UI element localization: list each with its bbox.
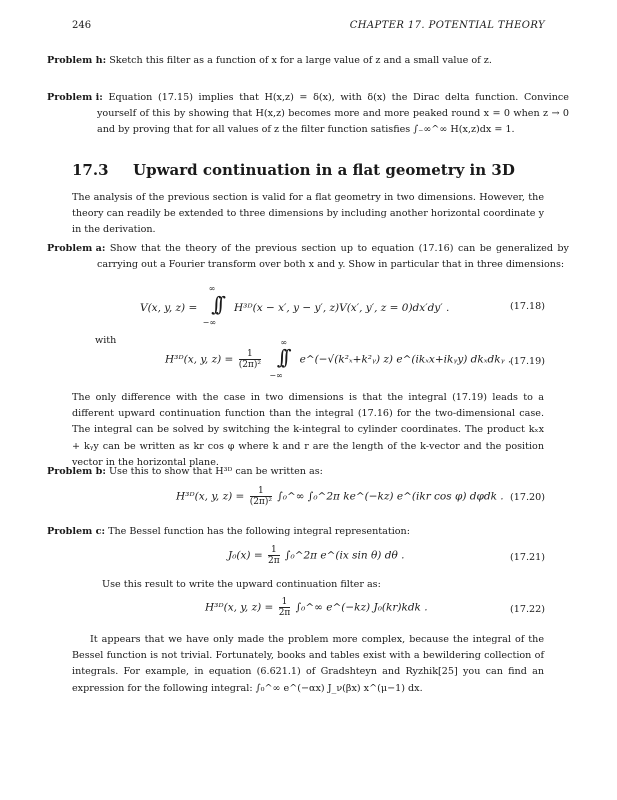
double-integral-sign: ∞ ∫∫ −∞	[269, 338, 287, 380]
problem-a-text: Show that the theory of the previous section up to equation (17.16) can be generalized by carrying out a Fourier transform over both x and y. Show in particular that in three dimensions:	[97, 243, 569, 271]
problem-a	[47, 241, 569, 273]
use-result-text: Use this result to write the upward continuation filter as:	[102, 579, 381, 590]
equation-17-20	[176, 486, 504, 507]
eq-17-18-rhs: H³ᴰ(x − x′, y − y′, z)V(x′, y′, z = 0)dx′dy′ .	[233, 302, 450, 314]
problem-c	[47, 524, 569, 540]
eq-17-21-rhs: ∫₀^2π e^(ix sin θ) dθ .	[285, 549, 405, 562]
eq-17-22-lhs: H³ᴰ(x, y, z) =	[205, 601, 274, 614]
problem-b	[47, 464, 569, 480]
eq-number-17-22: (17.22)	[510, 604, 545, 615]
double-integral-sign: ∞ ∫∫ −∞	[202, 284, 221, 327]
problem-h-text: Sketch this filter as a function of x for a large value of z and a small value of z.	[109, 55, 492, 66]
equation-17-21	[228, 545, 404, 566]
fraction: $\frac{1}{\text{(2π)²}}$	[238, 349, 261, 370]
running-header: CHAPTER 17. POTENTIAL THEORY	[349, 20, 545, 31]
problem-i	[47, 90, 569, 139]
eq-17-21-lhs: J₀(x) =	[228, 549, 263, 562]
equation-17-18	[140, 284, 450, 327]
problem-h	[47, 53, 569, 69]
eq-17-19-lhs: H³ᴰ(x, y, z) =	[165, 353, 234, 366]
section-heading	[72, 161, 515, 179]
fraction: $\frac{1}{2\pi}$	[268, 545, 280, 566]
final-paragraph: It appears that we have only made the problem more complex, because the integral of the Bessel function is not trivial. Fortunately, books and tables exist with a bewildering collection of integrals. For example, in equation (6.621.1) of Gradshteyn and Ryzhik[25] you can find an expression for the following integral: ∫₀^∞ e^(−αx) J_ν(βx) x^(μ−1) dx.	[72, 634, 544, 694]
eq-number-17-18: (17.18)	[510, 301, 545, 312]
eq-17-19-rhs: e^(−√(k²ₓ+k²ᵧ) z) e^(ikₓx+ikᵧy) dkₓdkᵧ .	[299, 353, 512, 366]
eq-17-20-lhs: H³ᴰ(x, y, z) =	[176, 490, 245, 503]
problem-i-text: Equation (17.15) implies that H(x,z) = δ(x), with δ(x) the Dirac delta function. Convince yourself of this by showing that H(x,z) becomes more and more peaked round x = 0 when z → 0 and by proving that for all values of z the filter function satisfies ∫₋∞^∞ H(x,z)dx = 1.	[97, 92, 569, 136]
with-text: with	[95, 335, 117, 346]
eq-17-18-lhs: V(x, y, z) =	[140, 302, 198, 314]
section-title: Upward continuation in a flat geometry in 3D	[133, 161, 515, 179]
page-number: 246	[72, 20, 92, 31]
equation-17-22	[205, 597, 428, 618]
equation-17-19	[165, 338, 512, 389]
problem-h-label: Problem h:	[47, 55, 107, 66]
eq-17-20-rhs: ∫₀^∞ ∫₀^2π ke^(−kz) e^(ikr cos φ) dφdk .	[277, 490, 504, 503]
fraction: $\frac{1}{\text{(2π)²}}$	[249, 486, 272, 507]
intro-paragraph: The analysis of the previous section is valid for a flat geometry in two dimensions. However, the theory can readily be extended to three dimensions by including another horizontal coordinate y in the derivation.	[72, 192, 544, 236]
difference-paragraph: The only difference with the case in two dimensions is that the integral (17.19) leads to a different upward continuation function than the integral (17.16) for the two-dimensional case. The integral can be solved by switching the k-integral to cylinder coordinates. The product kₓx + kᵧy can be written as kr cos φ where k and r are the length of the k-vector and the position vector in the horizontal plane.	[72, 392, 544, 468]
section-number: 17.3	[72, 161, 109, 179]
problem-i-label: Problem i:	[47, 92, 103, 103]
problem-c-label: Problem c:	[47, 526, 105, 537]
eq-17-22-rhs: ∫₀^∞ e^(−kz) J₀(kr)kdk .	[295, 601, 428, 614]
problem-b-text: Use this to show that H³ᴰ can be written as:	[108, 466, 323, 477]
eq-number-17-20: (17.20)	[510, 492, 545, 503]
problem-c-text: The Bessel function has the following integral representation:	[108, 526, 410, 537]
problem-b-label: Problem b:	[47, 466, 106, 477]
fraction: $\frac{1}{2\pi}$	[278, 597, 291, 618]
eq-number-17-21: (17.21)	[510, 552, 545, 563]
eq-number-17-19: (17.19)	[510, 356, 545, 367]
problem-a-label: Problem a:	[47, 243, 106, 254]
